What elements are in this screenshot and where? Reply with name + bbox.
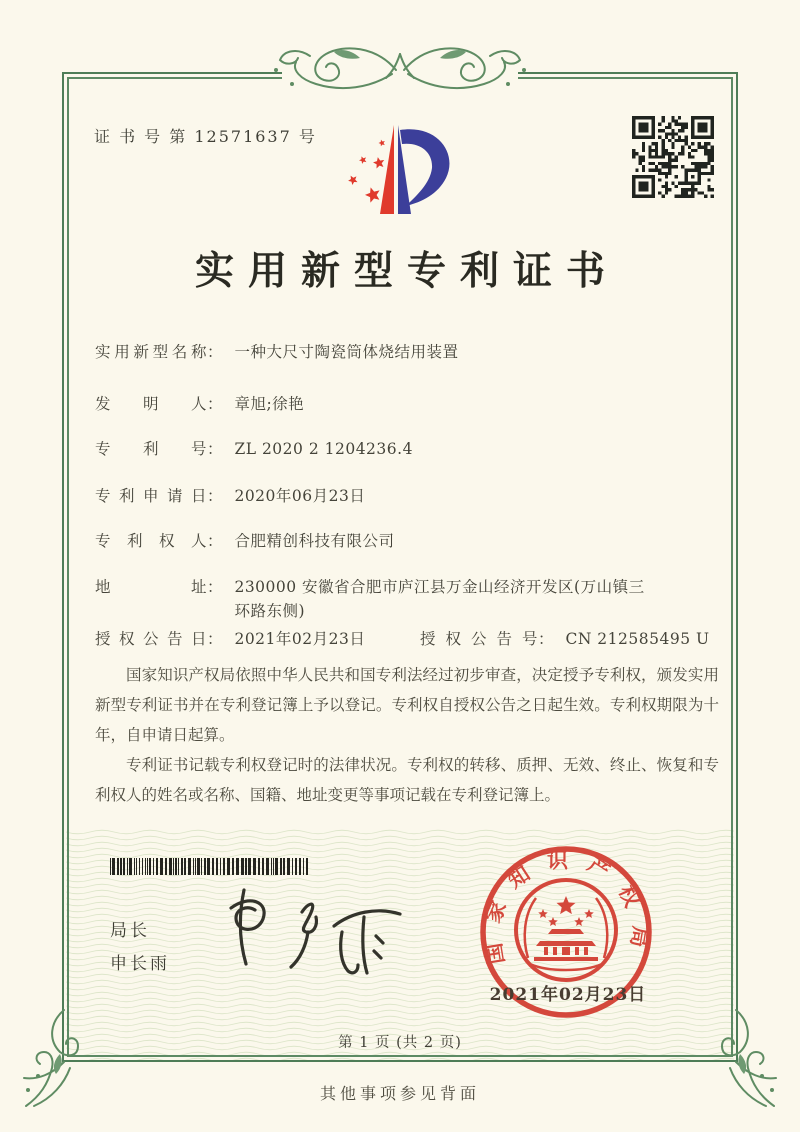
field-filing-date [95, 484, 365, 508]
field-grant-row [95, 627, 717, 651]
director-signature [216, 874, 416, 986]
field-address [95, 575, 654, 623]
national-emblem-icon [516, 880, 616, 980]
field-utility-model-name [95, 340, 458, 364]
field-value: 2020年06月23日 [234, 487, 366, 505]
top-border-ornament-icon [220, 40, 580, 104]
certificate-number: 证 书 号 第 12571637 号 [94, 127, 317, 146]
field-patentee [95, 529, 394, 553]
field-value: CN 212585495 U [565, 630, 710, 648]
field-label: 专利权人 [95, 532, 207, 550]
field-label: 专利申请日 [95, 487, 207, 505]
legal-text [95, 660, 719, 810]
field-label: 实用新型名称 [95, 343, 207, 361]
cnipa-logo-icon [330, 110, 470, 230]
field-inventor [95, 392, 304, 416]
field-label: 授权公告号 [420, 630, 538, 648]
field-label: 发明人 [95, 395, 207, 413]
legal-paragraph-2: 专利证书记载专利权登记时的法律状况。专利权的转移、质押、无效、终止、恢复和专利权人的姓名或名称、国籍、地址变更等事项记载在专利登记簿上。 [95, 756, 719, 804]
certificate-title: 实用新型专利证书 [194, 248, 619, 294]
officer-title: 局长 [110, 921, 150, 941]
field-label: 授权公告日 [95, 630, 207, 648]
field-label: 地址 [95, 578, 207, 596]
legal-paragraph-1: 国家知识产权局依照中华人民共和国专利法经过初步审查，决定授予专利权，颁发实用新型专利证书并在专利登记簿上予以登记。专利权自授权公告之日起生效。专利权期限为十年，自申请日起算。 [95, 666, 719, 744]
field-value: 合肥精创科技有限公司 [234, 532, 395, 550]
officer-name: 申长雨 [110, 954, 170, 974]
page-number: 第 1 页 (共 2 页) [338, 1035, 462, 1051]
field-value: 章旭;徐艳 [234, 395, 305, 413]
field-label: 专利号 [95, 440, 207, 458]
field-value: 230000 安徽省合肥市庐江县万金山经济开发区(万山镇三环路东侧) [234, 578, 645, 620]
field-value: 2021年02月23日 [234, 630, 366, 648]
field-patent-number [95, 437, 413, 461]
back-side-note: 其他事项参见背面 [319, 1084, 480, 1103]
field-grant-number [420, 627, 710, 651]
seal-date: 2021年02月23日 [489, 985, 647, 1005]
seal-text: 国家知识产权局 [478, 847, 654, 967]
qr-code [632, 116, 714, 198]
field-value: 一种大尺寸陶瓷筒体烧结用装置 [234, 343, 459, 361]
barcode [110, 858, 310, 875]
field-value: ZL 2020 2 1204236.4 [234, 440, 413, 458]
